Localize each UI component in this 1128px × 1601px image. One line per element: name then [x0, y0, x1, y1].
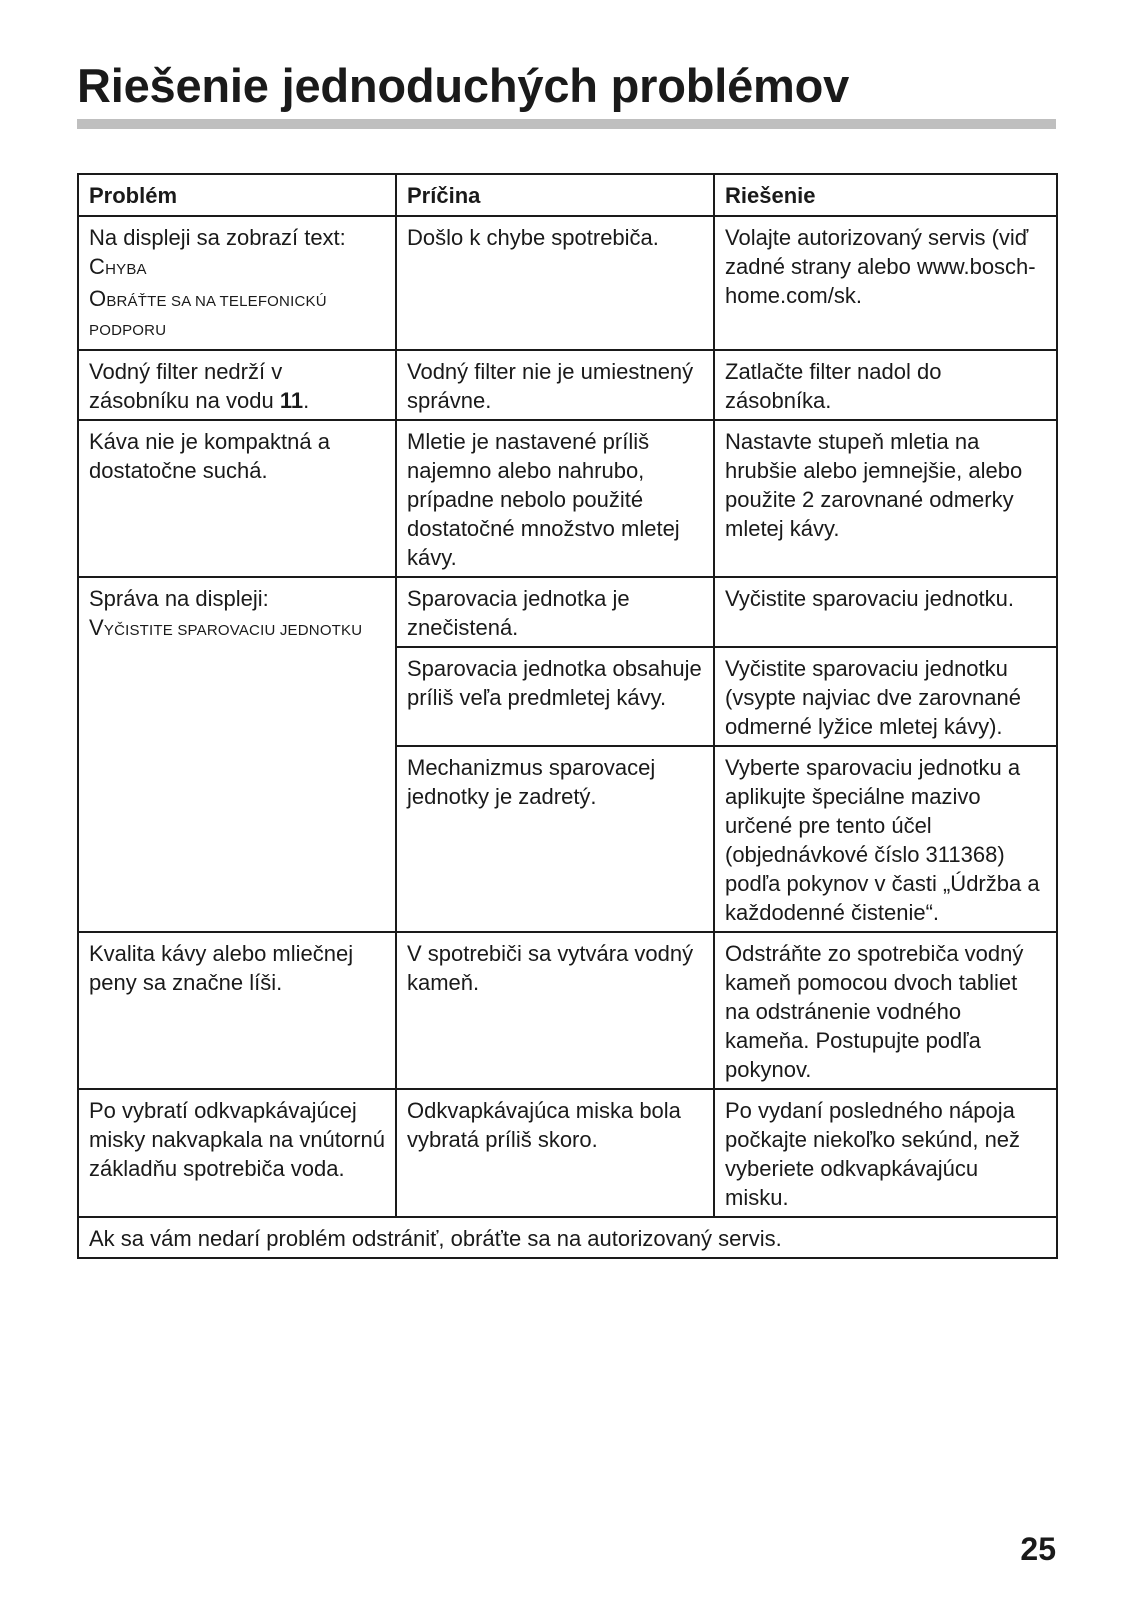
solution-cell: Volajte autorizovaný servis (viď zadné strany alebo www.bosch-home.com/sk.	[714, 216, 1057, 350]
solution-cell: Odstráňte zo spotrebiča vodný kameň pomocou dvoch tabliet na odstránenie vodného kameňa. Postupujte podľa pokynov.	[714, 932, 1057, 1089]
cause-cell: Mechanizmus sparovacej jednotky je zadretý.	[396, 746, 714, 932]
cause-cell: Odkvapkávajúca miska bola vybratá príliš skoro.	[396, 1089, 714, 1217]
troubleshooting-table	[77, 173, 1058, 1259]
solution-cell: Vyčistite sparovaciu jednotku (vsypte najviac dve zarovnané odmerné lyžice mletej kávy).	[714, 647, 1057, 746]
footer-note: Ak sa vám nedarí problém odstrániť, obráťte sa na autorizovaný servis.	[78, 1217, 1057, 1258]
table-row	[78, 216, 1057, 350]
display-message-line: OBRÁŤTE SA NA TELEFONICKÚ PODPORU	[89, 286, 327, 339]
header-cause: Príčina	[396, 174, 714, 216]
table-row	[78, 420, 1057, 577]
table-row	[78, 932, 1057, 1089]
problem-cell	[78, 577, 396, 932]
page-number: 25	[1020, 1531, 1056, 1567]
table-row	[78, 577, 1057, 647]
header-problem: Problém	[78, 174, 396, 216]
page-title: Riešenie jednoduchých problémov	[77, 59, 850, 112]
problem-text: Na displeji sa zobrazí text:	[89, 225, 346, 250]
problem-cell: Káva nie je kompaktná a dostatočne suchá.	[78, 420, 396, 577]
cause-cell: Sparovacia jednotka je znečistená.	[396, 577, 714, 647]
header-solution: Riešenie	[714, 174, 1057, 216]
table-footer-row	[78, 1217, 1057, 1258]
problem-cell: Kvalita kávy alebo mliečnej peny sa značne líši.	[78, 932, 396, 1089]
table-header-row	[78, 174, 1057, 216]
cause-cell: V spotrebiči sa vytvára vodný kameň.	[396, 932, 714, 1089]
problem-cell: Vodný filter nedrží v zásobníku na vodu 11.	[78, 350, 396, 420]
solution-cell: Nastavte stupeň mletia na hrubšie alebo jemnejšie, alebo použite 2 zarovnané odmerky mletej kávy.	[714, 420, 1057, 577]
cause-cell: Vodný filter nie je umiestnený správne.	[396, 350, 714, 420]
problem-cell: Po vybratí odkvapkávajúcej misky nakvapkala na vnútornú základňu spotrebiča voda.	[78, 1089, 396, 1217]
solution-cell: Vyberte sparovaciu jednotku a aplikujte špeciálne mazivo určené pre tento účel (objednávkové číslo 311368) podľa pokynov v časti „Údržba a každodenné čistenie“.	[714, 746, 1057, 932]
table-row	[78, 350, 1057, 420]
cause-cell: Došlo k chybe spotrebiča.	[396, 216, 714, 350]
cause-cell: Mletie je nastavené príliš najemno alebo nahrubo, prípadne nebolo použité dostatočné množstvo mletej kávy.	[396, 420, 714, 577]
solution-cell: Po vydaní posledného nápoja počkajte niekoľko sekúnd, než vyberiete odkvapkávajúcu misku.	[714, 1089, 1057, 1217]
problem-cell	[78, 216, 396, 350]
display-message-line: VYČISTITE SPAROVACIU JEDNOTKU	[89, 615, 363, 640]
display-message-line: CHYBA	[89, 254, 147, 279]
table-row	[78, 1089, 1057, 1217]
solution-cell: Zatlačte filter nadol do zásobníka.	[714, 350, 1057, 420]
title-rule	[77, 119, 1056, 129]
part-number: 11	[279, 388, 304, 413]
solution-cell: Vyčistite sparovaciu jednotku.	[714, 577, 1057, 647]
problem-text: Správa na displeji:	[89, 586, 269, 611]
cause-cell: Sparovacia jednotka obsahuje príliš veľa predmletej kávy.	[396, 647, 714, 746]
